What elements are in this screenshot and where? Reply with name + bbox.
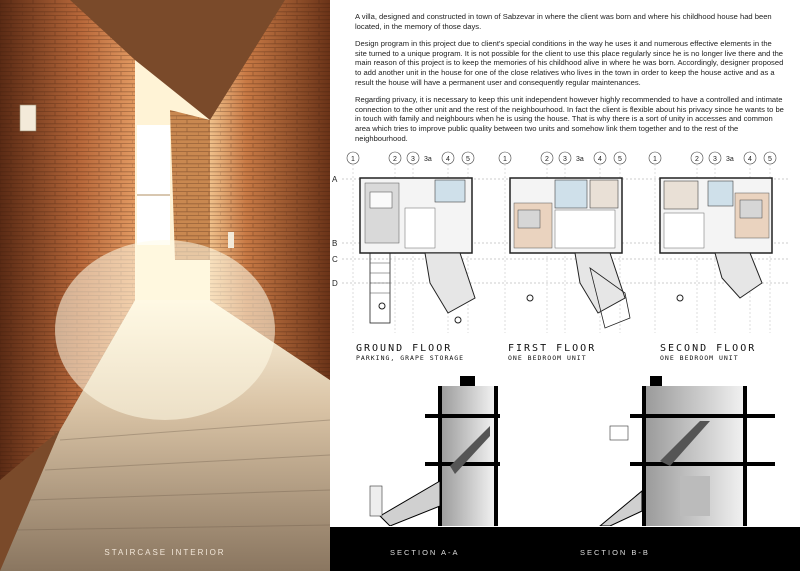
grid-label-3a-plan-1: 3a: [424, 156, 432, 163]
section-a-a-caption: SECTION A-A: [390, 548, 460, 557]
row-label-a: A: [332, 175, 338, 184]
grid-label-4-plan-3: 4: [748, 156, 752, 163]
first-floor-name: FIRST FLOOR: [508, 343, 597, 354]
first-floor-title: [508, 343, 596, 362]
grid-label-3-plan-2: 3: [563, 156, 567, 163]
grid-label-2-plan-2: 2: [545, 156, 549, 163]
staircase-photo: [0, 0, 330, 571]
description-paragraph-2: Design program in this project due to client’s special conditions in the way he uses it and numerous effective elements in the site turned to a unique program. It is not possible for the client to use this place regularly since he is no longer live there and the main reason of this project is to keep the memories of his childhood alive in where he was born. Accordingly, designer proposed to add another unit in the house for one of the close relatives who lives in the town in order to keep the house active and as a result the house will have a permanent user and consequently regular maintenances.: [355, 39, 784, 87]
grid-label-4-plan-2: 4: [598, 156, 602, 163]
description-paragraph-3: Regarding privacy, it is necessary to keep this unit independent however highly recommended to have a controlled and intimate connection to the other unit and the rest of the neighbourhood. In fact the client is flexible about his privacy since he wants to be in touch with family and neighbours when he is using the house. That is why there is a sort of unity in accesses and common area which tries to improve public quality between two units and somehow link them together and to the rest of the neighbourhood.: [355, 95, 784, 143]
grid-label-1-plan-2: 1: [503, 156, 507, 163]
description-paragraph-1: A villa, designed and constructed in town of Sabzevar in where the client was born and where his childhood house had been located, in the memory of those days.: [355, 12, 772, 31]
photo-caption: STAIRCASE INTERIOR: [104, 548, 226, 557]
grid-label-3-plan-1: 3: [411, 156, 415, 163]
section-a-a-drawing: [370, 376, 500, 526]
row-label-d: D: [332, 279, 338, 288]
section-caption-band: [330, 527, 800, 571]
grid-label-5-plan-1: 5: [466, 156, 470, 163]
grid-label-3a-plan-3: 3a: [726, 156, 734, 163]
first-floor-plan: [510, 178, 630, 328]
ground-floor-title: [356, 343, 464, 362]
second-floor-subtitle: ONE BEDROOM UNIT: [660, 354, 739, 362]
second-floor-plan: [660, 178, 772, 301]
grid-label-2-plan-1: 2: [393, 156, 397, 163]
grid-label-3a-plan-2: 3a: [576, 156, 584, 163]
row-label-b: B: [332, 239, 338, 248]
section-b-b-drawing: [600, 376, 775, 526]
grid-label-5-plan-3: 5: [768, 156, 772, 163]
grid-label-1-plan-1: 1: [351, 156, 355, 163]
grid-label-1-plan-3: 1: [653, 156, 657, 163]
grid-label-5-plan-2: 5: [618, 156, 622, 163]
second-floor-name: SECOND FLOOR: [660, 343, 757, 354]
first-floor-subtitle: ONE BEDROOM UNIT: [508, 354, 587, 362]
section-b-b-caption: SECTION B-B: [580, 548, 650, 557]
grid-label-2-plan-3: 2: [695, 156, 699, 163]
building-sections: [330, 366, 800, 526]
ground-floor-plan: [360, 178, 475, 323]
project-description: [355, 12, 785, 151]
grid-label-4-plan-1: 4: [446, 156, 450, 163]
row-label-c: C: [332, 255, 338, 264]
grid-label-3-plan-3: 3: [713, 156, 717, 163]
second-floor-title: [660, 343, 756, 362]
floor-plans: [330, 148, 800, 363]
ground-floor-subtitle: PARKING, GRAPE STORAGE: [356, 354, 465, 362]
ground-floor-name: GROUND FLOOR: [356, 343, 453, 354]
